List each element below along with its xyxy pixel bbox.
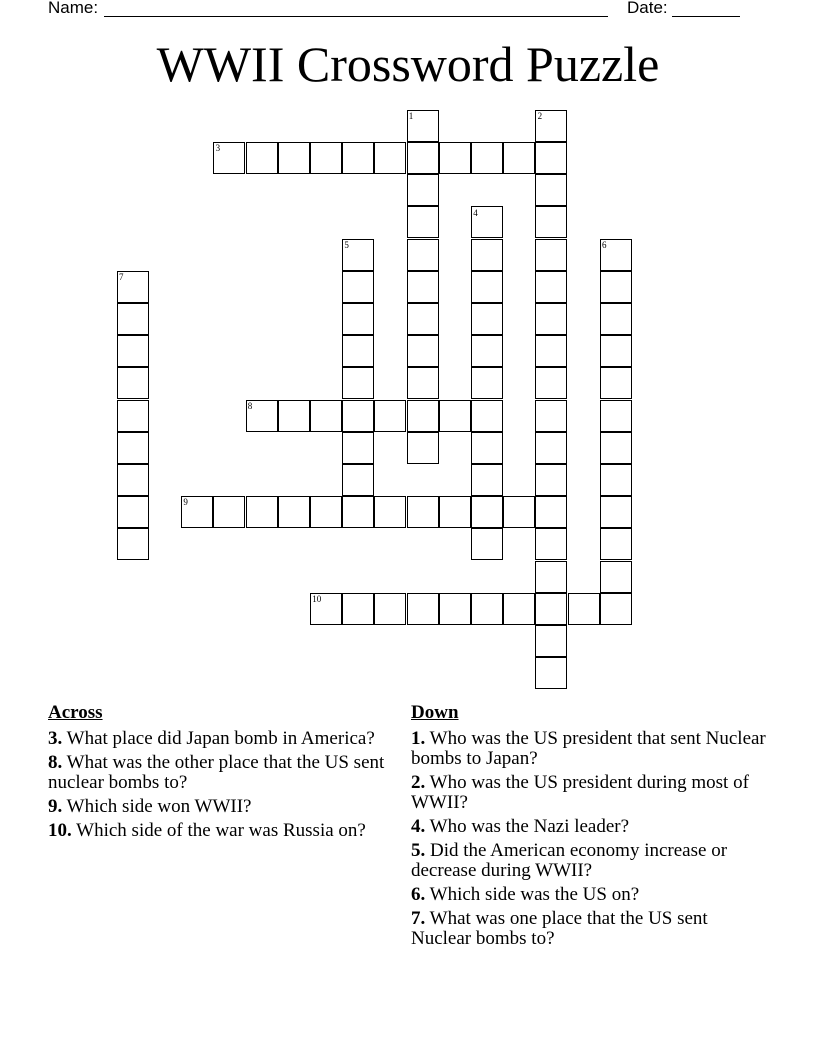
clue-text: Which side won WWII? [62,796,252,817]
clue-text: Which side was the US on? [425,884,640,905]
down-clue-item [411,817,771,837]
down-clue-item [411,729,771,769]
grid-cell[interactable] [568,593,600,625]
across-clue-list [48,729,388,841]
grid-cell[interactable] [535,561,567,593]
clue-number: 1. [411,728,426,749]
grid-cell[interactable] [374,593,406,625]
grid-cell[interactable] [439,593,471,625]
date-label: Date: [627,0,668,17]
clue-text: Which side of the war was Russia on? [71,820,366,841]
grid-cell[interactable] [535,528,567,560]
grid-cell[interactable] [117,528,149,560]
grid-cell[interactable] [471,335,503,367]
grid-cell[interactable] [471,432,503,464]
grid-cell[interactable] [535,142,567,174]
grid-cell[interactable] [471,142,503,174]
grid-cell[interactable] [117,432,149,464]
grid-cell[interactable] [374,496,406,528]
across-clue-item [48,821,388,841]
grid-cell[interactable] [407,271,439,303]
grid-cell[interactable] [600,593,632,625]
grid-cell[interactable] [535,625,567,657]
grid-cell[interactable] [407,496,439,528]
grid-cell[interactable] [278,142,310,174]
grid-cell[interactable] [117,335,149,367]
grid-cell[interactable] [439,142,471,174]
grid-cell[interactable] [407,239,439,271]
grid-cell[interactable] [407,335,439,367]
grid-cell[interactable] [471,464,503,496]
clue-text: Who was the Nazi leader? [425,816,630,837]
grid-cell[interactable] [600,335,632,367]
clue-number-label: 1 [408,111,414,121]
grid-cell[interactable] [535,239,567,271]
clue-number-label: 3 [215,143,221,154]
grid-cell[interactable] [600,496,632,528]
across-clue-item [48,797,388,817]
grid-cell[interactable] [535,464,567,496]
grid-cell[interactable] [600,561,632,593]
down-clue-item [411,841,771,881]
grid-cell[interactable] [503,593,535,625]
grid-cell[interactable] [535,174,567,206]
grid-cell[interactable] [342,593,374,625]
clue-text: Who was the US president during most of WWII? [411,772,749,813]
grid-cell[interactable] [535,303,567,335]
grid-cell[interactable] [407,367,439,399]
grid-cell[interactable] [342,432,374,464]
clue-number: 5. [411,840,426,861]
grid-cell[interactable] [471,271,503,303]
grid-cell[interactable] [471,593,503,625]
clue-number: 6. [411,884,426,905]
grid-cell[interactable] [342,303,374,335]
down-clue-list [411,729,771,949]
page-title: WWII Crossword Puzzle [156,36,660,92]
clue-number-label: 4 [473,207,478,218]
clue-text: Who was the US president that sent Nuclear bombs to Japan? [411,728,766,769]
down-clue-item [411,909,771,949]
clue-number-label: 9 [183,497,188,508]
across-heading: Across [48,702,103,723]
grid-cell[interactable] [471,367,503,399]
grid-cell[interactable] [246,496,278,528]
grid-cell[interactable] [374,142,406,174]
grid-cell[interactable] [342,335,374,367]
grid-cell[interactable] [310,496,342,528]
clue-number-label: 5 [344,239,349,250]
grid-cell[interactable] [342,367,374,399]
grid-cell[interactable] [600,464,632,496]
clue-number-label: 6 [602,239,607,250]
clue-number: 4. [411,816,426,837]
grid-cell[interactable] [117,400,149,432]
clue-number: 7. [411,908,426,929]
grid-cell[interactable] [117,367,149,399]
grid-cell[interactable] [310,400,342,432]
grid-cell[interactable] [342,400,374,432]
clue-number: 8. [48,752,63,773]
across-clue-item [48,753,388,793]
grid-cell[interactable] [342,271,374,303]
clue-text: What was the other place that the US sent nuclear bombs to? [48,752,385,793]
grid-cell[interactable] [310,142,342,174]
grid-cell[interactable] [535,367,567,399]
grid-cell[interactable] [471,303,503,335]
down-heading: Down [411,702,459,723]
across-clues [48,703,388,845]
grid-cell[interactable] [600,303,632,335]
grid-cell[interactable] [117,303,149,335]
grid-cell[interactable] [535,271,567,303]
grid-cell[interactable] [407,174,439,206]
grid-cell[interactable] [535,400,567,432]
name-label: Name: [48,0,99,17]
grid-cell[interactable] [535,593,567,625]
down-clue-item [411,885,771,905]
grid-cell[interactable] [117,496,149,528]
clue-text: Did the American economy increase or decrease during WWII? [411,840,728,881]
clue-number: 2. [411,772,426,793]
down-clues [411,703,771,953]
grid-cell[interactable] [407,593,439,625]
grid-cell[interactable] [407,206,439,238]
across-clue-item [48,729,388,749]
grid-cell[interactable] [535,496,567,528]
clue-number-label: 8 [247,400,253,411]
grid-cell[interactable] [278,496,310,528]
grid-cell[interactable] [600,528,632,560]
clue-number: 10. [48,820,72,841]
down-clue-item [411,773,771,813]
grid-cell[interactable] [471,496,503,528]
grid-cell[interactable] [374,400,406,432]
grid-cell[interactable] [471,528,503,560]
grid-cell[interactable] [342,142,374,174]
grid-cell[interactable] [278,400,310,432]
grid-cell[interactable] [471,239,503,271]
grid-cell[interactable] [503,142,535,174]
clue-number-label: 2 [537,111,543,121]
grid-cell[interactable] [439,400,471,432]
clue-number: 9. [48,796,63,817]
grid-cell[interactable] [246,142,278,174]
grid-cell[interactable] [342,464,374,496]
grid-cell[interactable] [535,206,567,238]
grid-cell[interactable] [600,367,632,399]
clue-number: 3. [48,728,63,749]
grid-cell[interactable] [600,400,632,432]
grid-cell[interactable] [535,657,567,689]
grid-cell[interactable] [213,496,245,528]
grid-cell[interactable] [600,432,632,464]
grid-cell[interactable] [503,496,535,528]
grid-cell[interactable] [600,271,632,303]
grid-cell[interactable] [407,303,439,335]
grid-cell[interactable] [535,432,567,464]
grid-cell[interactable] [535,335,567,367]
clue-text: What was one place that the US sent Nuclear bombs to? [411,908,708,949]
grid-cell[interactable] [407,142,439,174]
clue-number-label: 10 [312,594,322,604]
grid-cell[interactable] [342,496,374,528]
grid-cell[interactable] [407,400,439,432]
clue-number-label: 7 [119,272,124,282]
grid-cell[interactable] [117,464,149,496]
grid-cell[interactable] [471,400,503,432]
clue-text: What place did Japan bomb in America? [62,728,375,749]
grid-cell[interactable] [439,496,471,528]
grid-cell[interactable] [407,432,439,464]
